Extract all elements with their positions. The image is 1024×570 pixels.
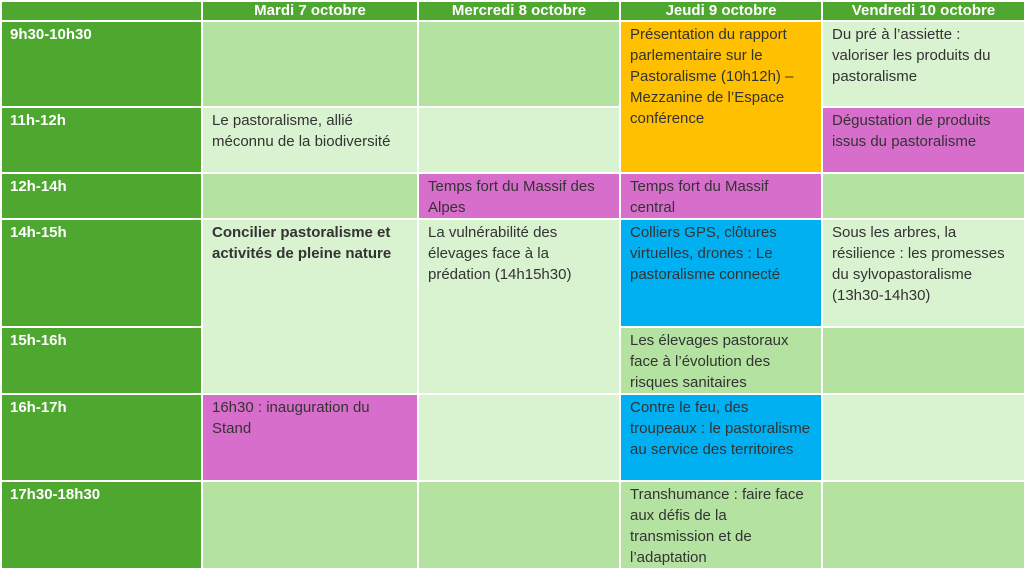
time-slot-16h: 16h-17h xyxy=(1,394,202,481)
empty-cell xyxy=(418,21,620,107)
empty-cell xyxy=(822,394,1024,481)
schedule-row xyxy=(1,21,1024,107)
event-cell-jeudi-transhumance: Transhumance : faire face aux défis de la transmission et de l’adaptation xyxy=(620,481,822,569)
event-cell-vendredi-arbres: Sous les arbres, la résilience : les promesses du sylvopastoralisme (13h30-14h30) xyxy=(822,219,1024,327)
event-cell-mardi-inauguration: 16h30 : inauguration du Stand xyxy=(202,394,418,481)
empty-cell xyxy=(822,481,1024,569)
time-slot-12h: 12h-14h xyxy=(1,173,202,219)
event-cell-jeudi-feu: Contre le feu, des troupeaux : le pastoralisme au service des territoires xyxy=(620,394,822,481)
schedule-row xyxy=(1,173,1024,219)
empty-cell xyxy=(202,481,418,569)
event-cell-mardi-allie: Le pastoralisme, allié méconnu de la biodiversité xyxy=(202,107,418,173)
event-cell-mardi-concilier: Concilier pastoralisme et activités de pleine nature xyxy=(202,219,418,394)
empty-cell xyxy=(822,173,1024,219)
empty-cell xyxy=(202,173,418,219)
schedule-row xyxy=(1,219,1024,327)
corner-cell xyxy=(1,1,202,21)
day-header-jeudi: Jeudi 9 octobre xyxy=(620,1,822,21)
empty-cell xyxy=(202,21,418,107)
event-cell-vendredi-degustation: Dégustation de produits issus du pastoralisme xyxy=(822,107,1024,173)
event-cell-vendredi-pre: Du pré à l’assiette : valoriser les produits du pastoralisme xyxy=(822,21,1024,107)
event-cell-jeudi-rapport: Présentation du rapport parlementaire sur le Pastoralisme (10h12h) – Mezzanine de l’Espace conférence xyxy=(620,21,822,173)
event-cell-jeudi-central: Temps fort du Massif central xyxy=(620,173,822,219)
schedule-row xyxy=(1,107,1024,173)
day-header-mardi: Mardi 7 octobre xyxy=(202,1,418,21)
empty-cell xyxy=(418,107,620,173)
empty-cell xyxy=(418,394,620,481)
empty-cell xyxy=(418,481,620,569)
schedule-row xyxy=(1,394,1024,481)
time-slot-15h: 15h-16h xyxy=(1,327,202,394)
day-header-vendredi: Vendredi 10 octobre xyxy=(822,1,1024,21)
header-row xyxy=(1,1,1024,21)
event-cell-jeudi-elevages: Les élevages pastoraux face à l’évolution des risques sanitaires xyxy=(620,327,822,394)
time-slot-14h: 14h-15h xyxy=(1,219,202,327)
event-cell-mercredi-vulnerabilite: La vulnérabilité des élevages face à la prédation (14h15h30) xyxy=(418,219,620,394)
empty-cell xyxy=(822,327,1024,394)
schedule-row xyxy=(1,481,1024,569)
time-slot-11h: 11h-12h xyxy=(1,107,202,173)
time-slot-17h30: 17h30-18h30 xyxy=(1,481,202,569)
event-cell-mercredi-alpes: Temps fort du Massif des Alpes xyxy=(418,173,620,219)
time-slot-9h30: 9h30-10h30 xyxy=(1,21,202,107)
event-cell-jeudi-colliers: Colliers GPS, clôtures virtuelles, drones : Le pastoralisme connecté xyxy=(620,219,822,327)
day-header-mercredi: Mercredi 8 octobre xyxy=(418,1,620,21)
